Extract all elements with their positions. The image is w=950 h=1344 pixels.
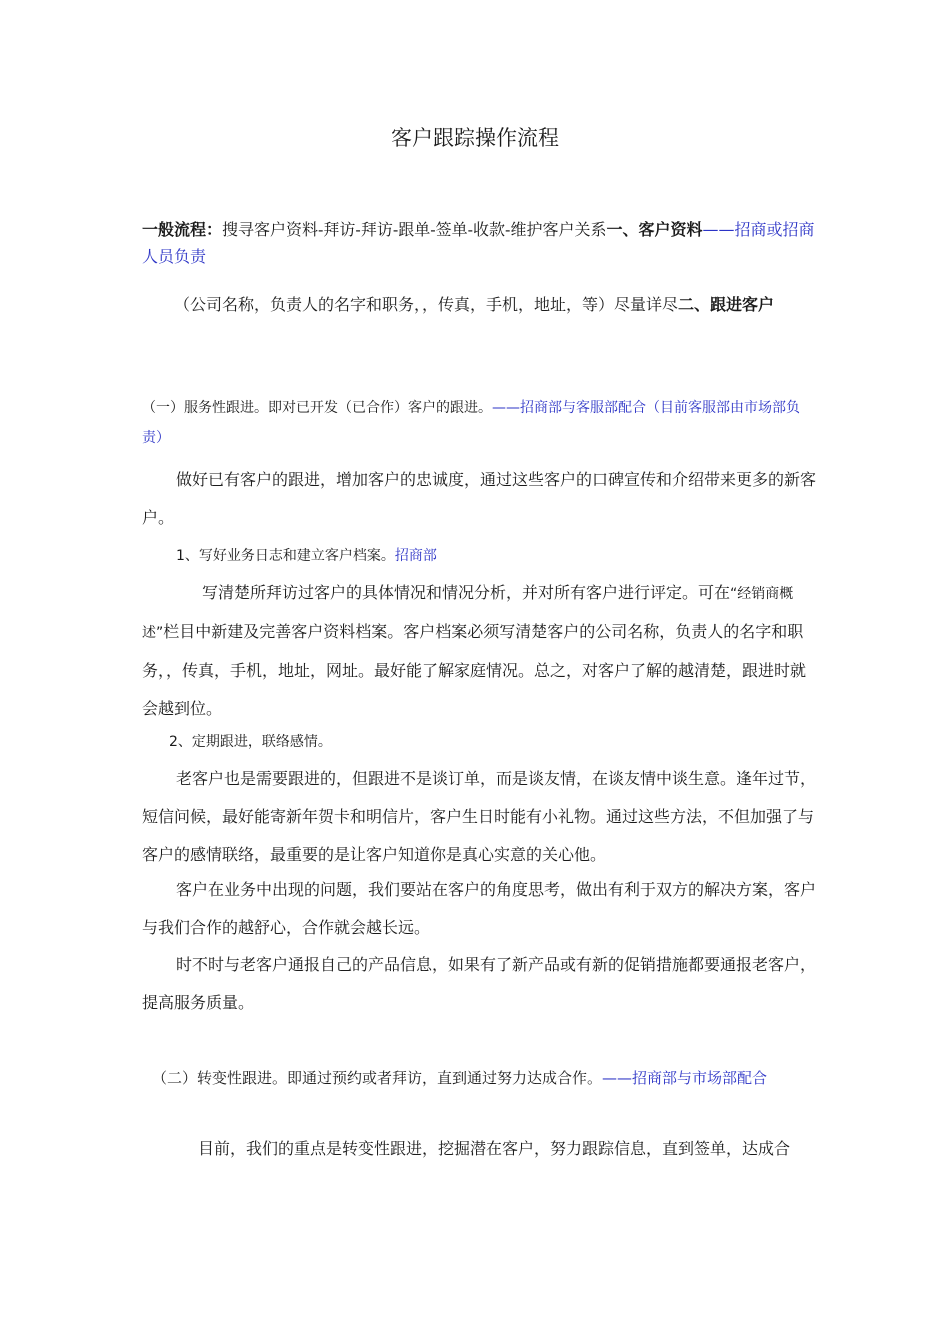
subsection-2-heading <box>142 1061 818 1095</box>
subsection-2-responsible: ——招商部与市场部配合 <box>602 1069 768 1087</box>
customer-info-paragraph <box>142 281 818 330</box>
item-1-heading <box>142 542 818 570</box>
item-2-paragraph-1: 老客户也是需要跟进的，但跟进不是谈订单，而是谈友情，在谈友情中谈生意。逢年过节，短信问候，最好能寄新年贺卡和明信片，客户生日时能有小礼物。通过这些方法，不但加强了与客户的感情联络，最重要的是让客户知道你是真心实意的关心他。 <box>142 769 817 864</box>
section-2-heading: 二、跟进客户 <box>678 295 775 314</box>
item-2-paragraph-3: 时不时与老客户通报自己的产品信息，如果有了新产品或有新的促销措施都要通报老客户，提高服务质量。 <box>142 955 817 1012</box>
subsection-1-paragraph: 做好已有客户的跟进，增加客户的忠诚度，通过这些客户的口碑宣传和介绍带来更多的新客户。 <box>142 470 817 527</box>
subsection-2-title: （二）转变性跟进。即通过预约或者拜访，直到通过努力达成合作。 <box>152 1069 603 1087</box>
general-process-steps: 搜寻客户资料-拜访-拜访-跟单-签单-收款-维护客户关系 <box>222 220 607 239</box>
section-1-heading: 一、客户资料 <box>606 220 703 239</box>
item-1-dealer-overview-tab: “经销商概述” <box>142 586 794 641</box>
subsection-1-heading <box>142 393 818 453</box>
customer-info-fields: （公司名称，负责人的名字和职务，，传真，手机，地址，等）尽量详尽 <box>174 295 679 314</box>
item-2-paragraph-2: 客户在业务中出现的问题，我们要站在客户的角度思考，做出有利于双方的解决方案，客户与我们合作的越舒心，合作就会越长远。 <box>142 880 817 937</box>
subsection-1-title: （一）服务性跟进。即对已开发（已合作）客户的跟进。 <box>142 400 492 416</box>
subsection-2-paragraph: 目前，我们的重点是转变性跟进，挖掘潜在客户，努力跟踪信息，直到签单，达成合 <box>198 1139 791 1158</box>
document-title: 客户跟踪操作流程 <box>391 126 559 150</box>
item-1-title: 1、写好业务日志和建立客户档案。 <box>176 548 395 564</box>
item-1-text-c: 栏目中新建及完善客户资料档案。客户档案必须写清楚客户的公司名称，负责人的名字和职务，，传真，手机，地址，网址。最好能了解家庭情况。总之，对客户了解的越清楚，跟进时就会越到位。 <box>142 622 807 718</box>
general-process-label: 一般流程： <box>142 220 223 239</box>
item-1-paragraph <box>142 574 818 728</box>
item-1-responsible: 招商部 <box>394 548 437 564</box>
item-2-heading: 2、定期跟进，联络感情。 <box>169 734 332 750</box>
item-1-text-a: 写清楚所拜访过客户的具体情况和情况分析，并对所有客户进行评定。可在 <box>202 583 731 602</box>
general-process-paragraph <box>142 217 818 271</box>
subsection-1-responsible: ——招商部与客服部配合（目前客服部由市场部负责） <box>142 400 800 446</box>
section-1-responsible: ——招商或招商人员负责 <box>142 220 815 266</box>
